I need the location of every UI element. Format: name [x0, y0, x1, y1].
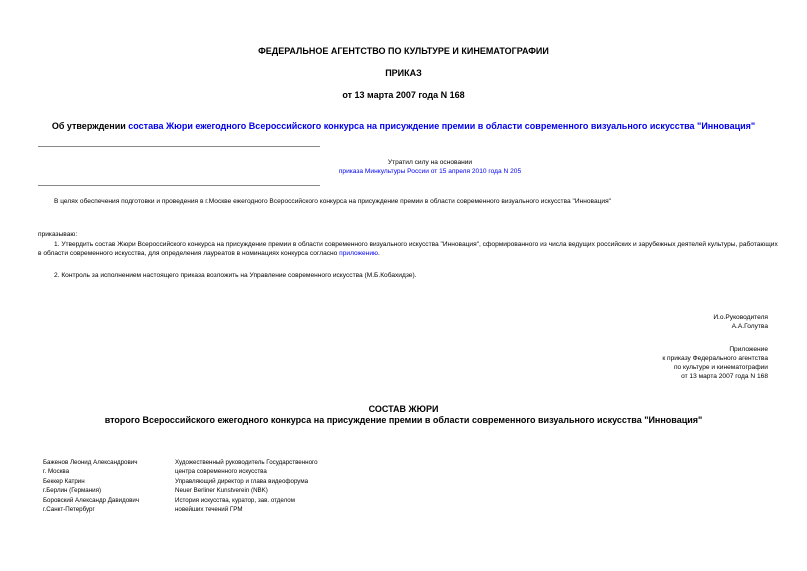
signature-block [713, 313, 768, 331]
jury-subtitle: второго Всероссийского ежегодного конкурса на присуждение премии в области современного визуального искусства "Инновация" [104, 415, 703, 425]
member-name [43, 459, 137, 476]
status-note-line: Утратил силу на основании [387, 159, 473, 166]
signature-position: И.о.Руководителя [713, 314, 768, 321]
order-item-1 [38, 240, 778, 258]
divider-bottom [38, 185, 320, 186]
appendix-ref-line: по культуре и кинематографии [673, 364, 768, 371]
member-city-line: г. Москва [43, 467, 70, 475]
member-role-line: Управляющий директор и глава видеофорума [175, 478, 309, 485]
member-name-line: Баженов Леонид Александрович [43, 459, 138, 466]
signature-name: А.А.Голутва [731, 323, 768, 330]
divider-top [38, 146, 320, 147]
jury-list [43, 459, 343, 516]
subject-prefix: Об утверждении [51, 121, 129, 131]
appendix-reference [662, 345, 768, 381]
order-item-1-end: . [377, 250, 380, 257]
member-name-line: Беккер Катрин [43, 478, 85, 485]
jury-member [43, 459, 343, 478]
member-role [175, 497, 295, 514]
document-date: от 13 марта 2007 года N 168 [342, 90, 465, 100]
member-role-line: Художественный руководитель Государственного [175, 459, 318, 466]
member-role-line: новейших течений ГРМ [175, 505, 243, 513]
appendix-ref-line: от 13 марта 2007 года N 168 [681, 373, 768, 380]
member-role-line: центра современного искусства [175, 467, 267, 475]
order-item-1-text: 1. Утвердить состав Жюри Всероссийского конкурса на присуждение премии в области современного визуального искусства "Инновация", сформированного из числа ведущих российских и зарубежных деятелей культуры, работающих в области современного искусства, для определения лауреатов в номинациях конкурса согласно [38, 241, 778, 257]
member-role-line: Neuer Berliner Kunstverein (NBK) [175, 486, 268, 494]
member-name [43, 497, 139, 514]
jury-member [43, 497, 343, 516]
member-role [175, 478, 308, 495]
status-note [300, 158, 560, 176]
member-role [175, 459, 318, 476]
order-item-2: 2. Контроль за исполнением настоящего приказа возложить на Управление современного искусства (М.Б.Кобахидзе). [54, 272, 417, 279]
preamble: В целях обеспечения подготовки и проведения в г.Москве ежегодного Всероссийского конкурса на присуждение премии в области современного визуального искусства "Инновация" [54, 198, 611, 205]
member-role-line: История искусства, куратор, зав. отделом [175, 497, 295, 504]
member-name [43, 478, 101, 495]
appendix-ref-line: Приложение [729, 346, 768, 353]
subject-link[interactable]: состава Жюри ежегодного Всероссийского конкурса на присуждение премии в области современного визуального искусства "Инновация" [128, 121, 756, 131]
document-subject [0, 121, 807, 131]
appendix-link[interactable]: приложению [339, 250, 378, 257]
member-city-line: г.Санкт-Петербург [43, 505, 95, 513]
member-name-line: Боровский Александр Давидович [43, 497, 140, 504]
order-word: приказываю: [38, 231, 78, 238]
jury-member [43, 478, 343, 497]
member-city-line: г.Берлин (Германия) [43, 486, 102, 494]
status-note-link[interactable]: приказа Минкультуры России от 15 апреля 2010 года N 205 [338, 168, 522, 175]
agency-title: ФЕДЕРАЛЬНОЕ АГЕНТСТВО ПО КУЛЬТУРЕ И КИНЕМАТОГРАФИИ [258, 46, 549, 56]
appendix-ref-line: к приказу Федерального агентства [662, 355, 768, 362]
document-type: ПРИКАЗ [385, 68, 422, 78]
jury-title: СОСТАВ ЖЮРИ [368, 404, 439, 414]
